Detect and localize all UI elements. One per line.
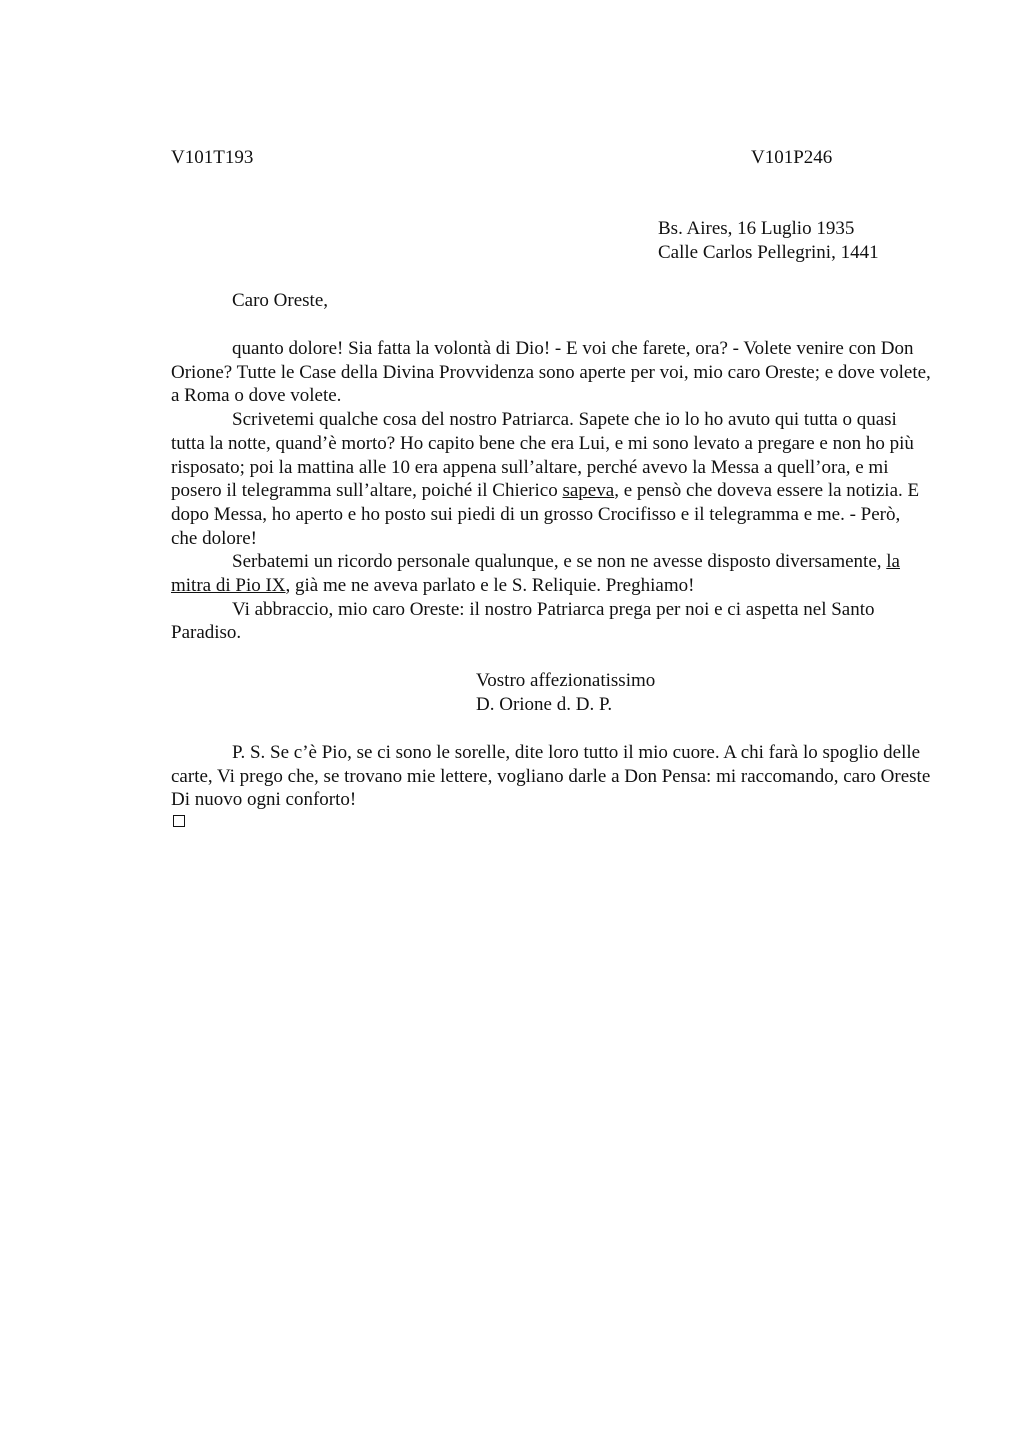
document-code-right: V101P246 [751, 147, 833, 168]
signature-block [476, 669, 655, 716]
signature-name: D. Orione d. D. P. [476, 693, 613, 715]
postscript [171, 741, 931, 812]
sender-address [658, 217, 879, 265]
underlined-word: sapeva [562, 480, 615, 502]
paragraph-3-text-a: Serbatemi un ricordo personale qualunque, e se non ne avesse disposto diversamente, [232, 551, 887, 573]
salutation: Caro Oreste, [232, 290, 329, 311]
place-date: Bs. Aires, 16 Luglio 1935 [658, 218, 855, 239]
paragraph-3-text-b: , già me ne aveva parlato e le S. Reliquie. Preghiamo! [285, 575, 695, 597]
paragraph-2-text-a: Scrivetemi qualche cosa del nostro Patriarca. Sapete che io lo ho avuto qui tutta o quasi tutta la notte, quand’è morto? Ho capito bene che era Lui, e mi sono levato a pregare e non ho più risposato; poi la mattina alle 10 era appena sull’altare, perché avevo la Messa a quell’ora, e mi posero il telegramma sull’altare, poiché il Chierico [171, 409, 914, 502]
paragraph-2 [171, 408, 931, 550]
square-outline-icon [173, 815, 185, 827]
paragraph-3 [171, 550, 931, 597]
underlined-phrase: la mitra di Pio IX [171, 551, 900, 597]
paragraph-2-text-b: , e pensò che doveva essere la notizia. E dopo Messa, ho aperto e ho posto sui piedi di un grosso Crocifisso e il telegramma e me. - Però, che dolore! [171, 480, 920, 549]
street-address: Calle Carlos Pellegrini, 1441 [658, 242, 879, 263]
closing: Vostro affezionatissimo [476, 670, 656, 691]
letter-body [171, 337, 931, 645]
paragraph-4: Vi abbraccio, mio caro Oreste: il nostro Patriarca prega per noi e ci aspetta nel Santo Paradiso. [171, 598, 875, 644]
postscript-text: P. S. Se c’è Pio, se ci sono le sorelle, dite loro tutto il mio cuore. A chi farà lo spoglio delle carte, Vi prego che, se trovano mie lettere, vogliano darle a Don Pensa: mi raccomando, caro Oreste Di nuovo ogni conforto! [171, 742, 931, 811]
document-code-left: V101T193 [171, 147, 254, 168]
paragraph-1: quanto dolore! Sia fatta la volontà di Dio! - E voi che farete, ora? - Volete venire con Don Orione? Tutte le Case della Divina Provvidenza sono aperte per voi, mio caro Oreste; e dove volete, a Roma o dove volete. [171, 338, 931, 407]
